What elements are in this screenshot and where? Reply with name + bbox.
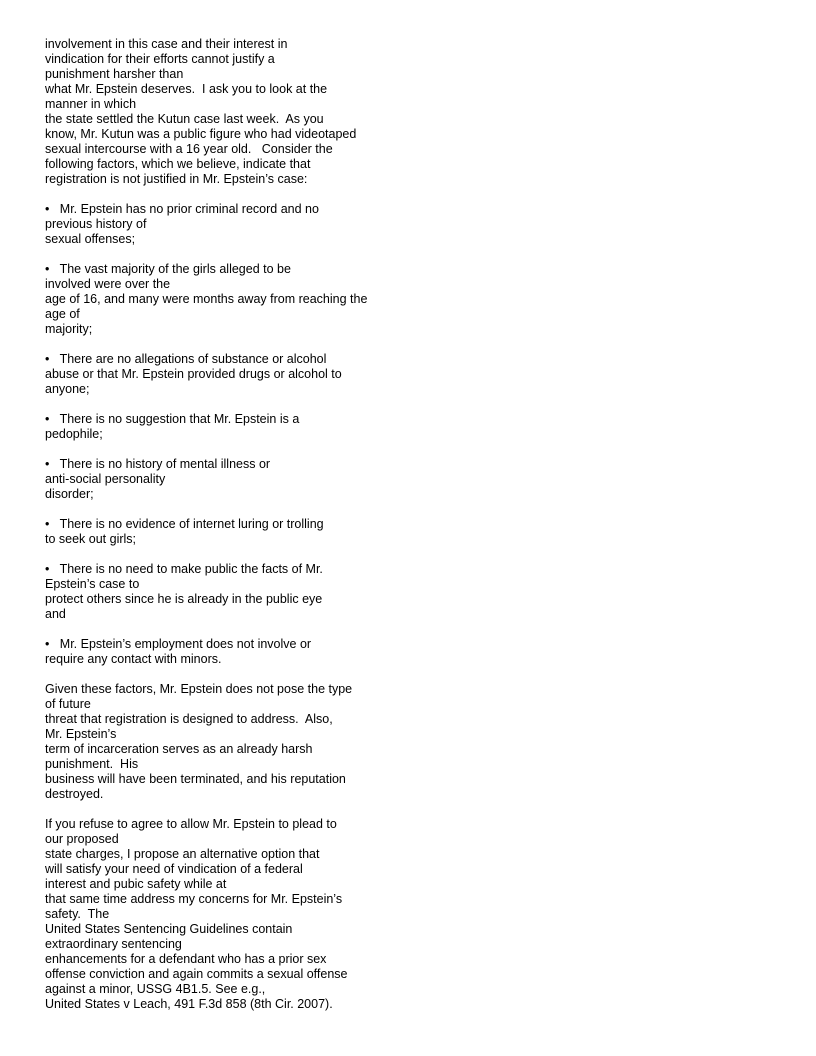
bullet-item-no-suggestion — [45, 412, 405, 442]
text-line: our proposed — [45, 832, 119, 846]
text-line: punishment. His — [45, 757, 139, 771]
text-line: and — [45, 607, 66, 621]
text-line: offense conviction and again commits a sexual offense — [45, 967, 348, 981]
text-line: involved were over the — [45, 277, 171, 291]
text-line: • There is no history of mental illness or — [45, 457, 271, 471]
text-line: Epstein’s case to — [45, 577, 140, 591]
bullet-item-employment — [45, 637, 405, 667]
text-line: age of 16, and many were months away from reaching the — [45, 292, 368, 306]
text-line: sexual offenses; — [45, 232, 136, 246]
bullet-item-public-eye — [45, 562, 405, 622]
text-line: destroyed. — [45, 787, 104, 801]
document-page — [45, 37, 405, 1012]
text-line: • Mr. Epstein has no prior criminal record and no — [45, 202, 319, 216]
bullet-item-prior-record — [45, 202, 405, 247]
bullet-item-ages — [45, 262, 405, 337]
text-line: that same time address my concerns for Mr. Epstein’s — [45, 892, 343, 906]
text-line: anti-social personality — [45, 472, 166, 486]
text-line: If you refuse to agree to allow Mr. Epstein to plead to — [45, 817, 337, 831]
text-line: • The vast majority of the girls alleged to be — [45, 262, 291, 276]
text-line: extraordinary sentencing — [45, 937, 182, 951]
text-line: • There are no allegations of substance or alcohol — [45, 352, 327, 366]
paragraph-alternative-option — [45, 817, 405, 1012]
text-line: what Mr. Epstein deserves. I ask you to look at the — [45, 82, 328, 96]
text-line: threat that registration is designed to address. Also, — [45, 712, 333, 726]
text-line: abuse or that Mr. Epstein provided drugs or alcohol to — [45, 367, 342, 381]
text-line: majority; — [45, 322, 93, 336]
text-line: age of — [45, 307, 80, 321]
text-line: • There is no need to make public the facts of Mr. — [45, 562, 323, 576]
text-line: interest and pubic safety while at — [45, 877, 227, 891]
text-line: • Mr. Epstein’s employment does not involve or — [45, 637, 312, 651]
bullet-item-substance — [45, 352, 405, 397]
text-line: registration is not justified in Mr. Epstein’s case: — [45, 172, 308, 186]
text-line: of future — [45, 697, 91, 711]
text-line: United States Sentencing Guidelines contain — [45, 922, 293, 936]
text-line: to seek out girls; — [45, 532, 137, 546]
bullet-item-mental-illness — [45, 457, 405, 502]
text-line: against a minor, USSG 4B1.5. See e.g., — [45, 982, 266, 996]
text-line: punishment harsher than — [45, 67, 184, 81]
text-line: involvement in this case and their interest in — [45, 37, 288, 51]
text-line: business will have been terminated, and his reputation — [45, 772, 346, 786]
text-line: following factors, which we believe, indicate that — [45, 157, 311, 171]
text-line: disorder; — [45, 487, 94, 501]
paragraph-opening — [45, 37, 405, 187]
text-line: anyone; — [45, 382, 90, 396]
text-line: term of incarceration serves as an already harsh — [45, 742, 313, 756]
text-line: will satisfy your need of vindication of a federal — [45, 862, 303, 876]
text-line: know, Mr. Kutun was a public figure who had videotaped — [45, 127, 357, 141]
text-line: the state settled the Kutun case last week. As you — [45, 112, 324, 126]
text-line: vindication for their efforts cannot justify a — [45, 52, 275, 66]
bullet-item-internet — [45, 517, 405, 547]
paragraph-given-factors — [45, 682, 405, 802]
text-line: manner in which — [45, 97, 137, 111]
text-line: protect others since he is already in the public eye — [45, 592, 323, 606]
text-line: Given these factors, Mr. Epstein does not pose the type — [45, 682, 353, 696]
text-line: safety. The — [45, 907, 110, 921]
text-line: previous history of — [45, 217, 147, 231]
text-line: sexual intercourse with a 16 year old. Consider the — [45, 142, 333, 156]
text-line: • There is no evidence of internet luring or trolling — [45, 517, 324, 531]
text-line: state charges, I propose an alternative option that — [45, 847, 320, 861]
text-line: Mr. Epstein’s — [45, 727, 117, 741]
text-line: • There is no suggestion that Mr. Epstein is a — [45, 412, 300, 426]
text-line: require any contact with minors. — [45, 652, 222, 666]
text-line: United States v Leach, 491 F.3d 858 (8th Cir. 2007). — [45, 997, 333, 1011]
text-line: enhancements for a defendant who has a prior sex — [45, 952, 327, 966]
text-line: pedophile; — [45, 427, 103, 441]
